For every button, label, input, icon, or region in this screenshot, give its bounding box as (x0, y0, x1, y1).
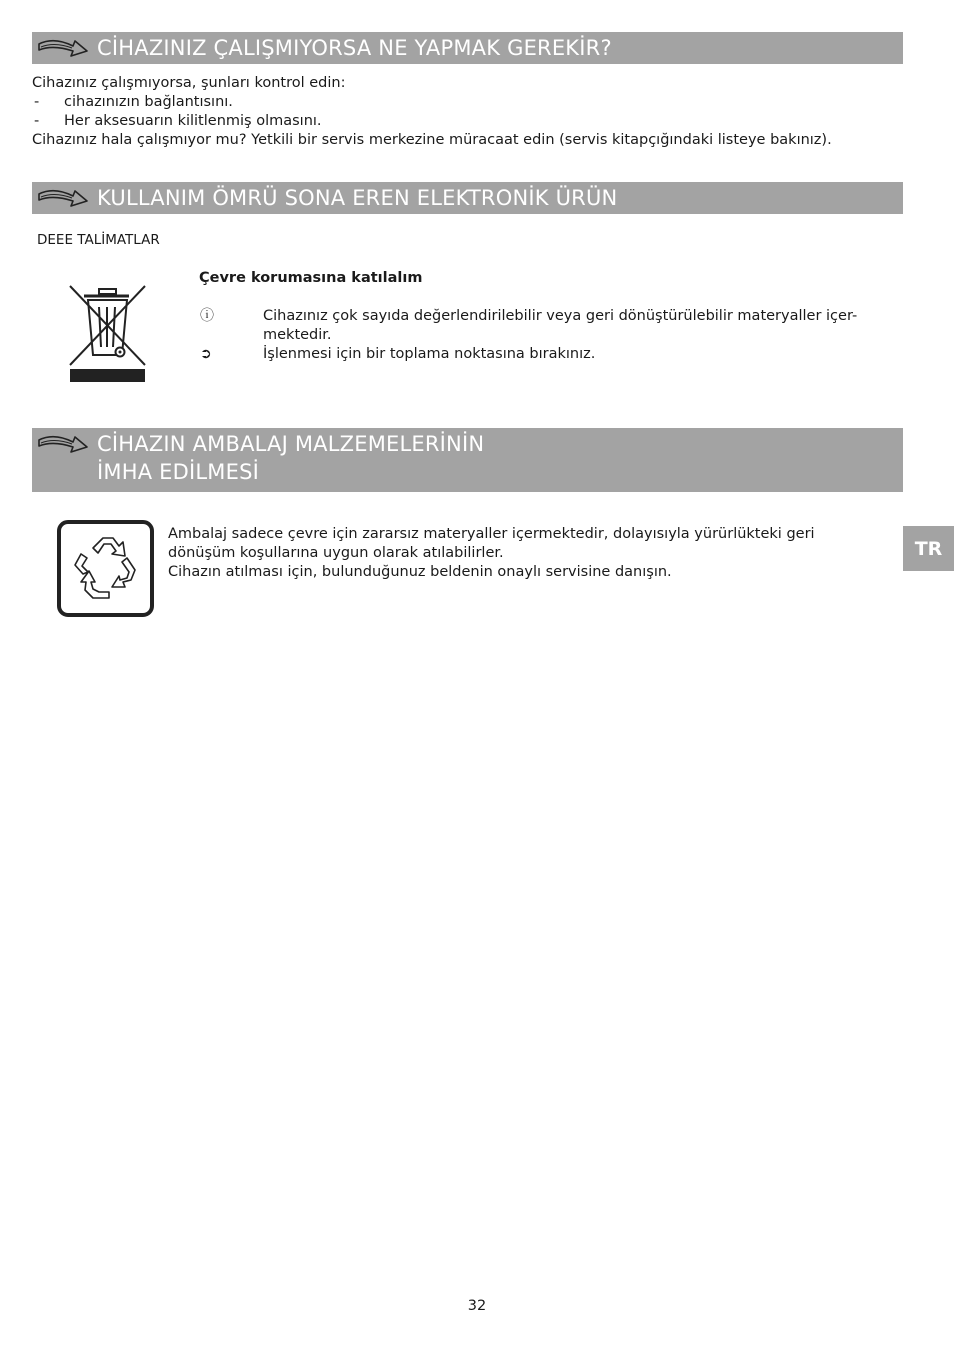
section-header-not-working (32, 32, 903, 64)
deee-label: DEEE TALİMATLAR (37, 232, 160, 248)
section-title: KULLANIM ÖMRÜ SONA EREN ELEKTRONİK ÜRÜN (97, 186, 618, 210)
environment-heading: Çevre korumasına katılalım (199, 270, 423, 286)
tip-text: mektedir. (263, 327, 332, 343)
language-tab: TR (903, 526, 954, 571)
intro-text: Cihazınız çalışmıyorsa, şunları kontrol edin: (32, 75, 346, 91)
packaging-text: Cihazın atılması için, bulunduğunuz beldenin onaylı servisine danışın. (168, 564, 672, 580)
tip-text: İşlenmesi için bir toplama noktasına bırakınız. (263, 346, 596, 362)
tip-text: Cihazınız çok sayıda değerlendirilebilir veya geri dönüştürülebilir materyaller içer- (263, 308, 858, 324)
list-bullet: - (34, 94, 40, 110)
arrow-icon (35, 36, 89, 62)
crossed-bin-icon (69, 285, 146, 383)
arrow-icon (35, 432, 89, 458)
section-title: CİHAZIN AMBALAJ MALZEMELERİNİN (97, 432, 485, 456)
packaging-text: Ambalaj sadece çevre için zararsız materyaller içermektedir, dolayısıyla yürürlükteki geri (168, 526, 815, 542)
info-icon: ⓘ (200, 308, 214, 324)
recycle-icon (57, 520, 154, 617)
list-bullet: - (34, 113, 40, 129)
section-title: CİHAZINIZ ÇALIŞMIYORSA NE YAPMAK GEREKİR? (97, 36, 612, 60)
page-number: 32 (467, 1298, 487, 1314)
list-item: cihazınızın bağlantısını. (64, 94, 233, 110)
packaging-text: dönüşüm koşullarına uygun olarak atılabilirler. (168, 545, 504, 561)
section-header-end-of-life (32, 182, 903, 214)
section-title: İMHA EDİLMESİ (97, 460, 259, 484)
arrow-icon (35, 186, 89, 212)
arrow-right-icon: ➲ (200, 346, 212, 362)
section-header-packaging (32, 428, 903, 492)
outro-text: Cihazınız hala çalışmıyor mu? Yetkili bir servis merkezine müracaat edin (servis kitapçığındaki listeye bakınız). (32, 132, 832, 148)
list-item: Her aksesuarın kilitlenmiş olmasını. (64, 113, 322, 129)
